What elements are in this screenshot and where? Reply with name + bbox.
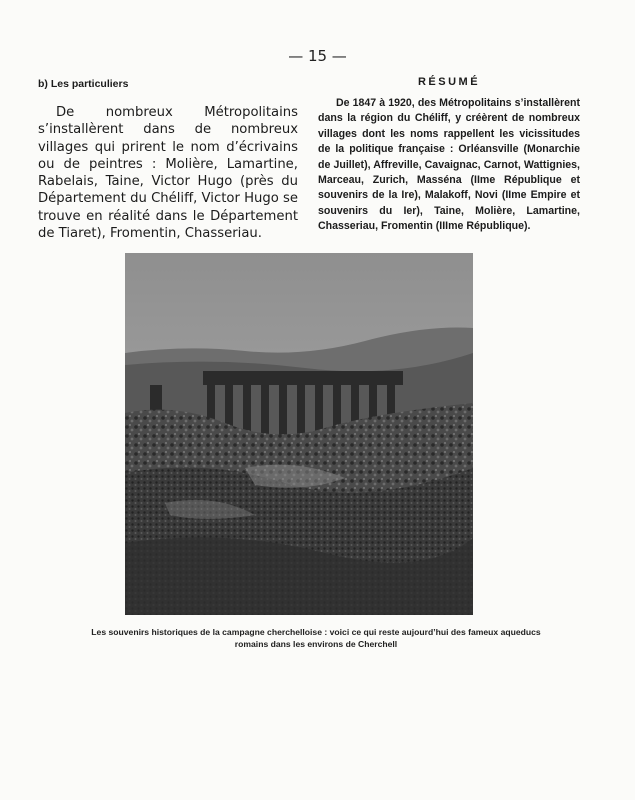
photo-caption	[60, 626, 572, 650]
right-column	[318, 76, 580, 235]
aqueduct-photograph	[125, 253, 473, 615]
caption-line-1: Les souvenirs historiques de la campagne cherchelloise : voici ce qui reste aujourd’hui des fameux aqueducs	[91, 627, 541, 637]
section-heading: b) Les particuliers	[38, 78, 129, 90]
resume-title: RÉSUMÉ	[417, 76, 481, 88]
photo-graphic	[125, 253, 473, 615]
resume-paragraph: De 1847 à 1920, des Métropolitains s’installèrent dans la région du Chéliff, y créèrent de nombreux villages dont les noms rappellent les vicissitudes de la politique française : Orléansville (Monarchie de Juillet), Affreville, Cavaignac, Carnot, Wattignies, Marceau, Zurich, Masséna (IIme République et souvenirs de la Ire), Malakoff, Novi (IIme Empire et souvenirs du Ier), Taine, Molière, Lamartine, Chasseriau, Fromentin (IIIme République).	[318, 97, 580, 233]
body-paragraph: De nombreux Métropolitains s’installèrent dans de nombreux villages qui prirent le nom d’écrivains ou de peintres : Molière, Lamartine, Rabelais, Taine, Victor Hugo (près du Département du Chéliff, Victor Hugo se trouve en réalité dans le Département de Tiaret), Fromentin, Chasseriau.	[38, 105, 298, 242]
left-column	[38, 78, 298, 242]
page-number: — 15 —	[288, 47, 347, 65]
caption-line-2: romains dans les environs de Cherchell	[234, 639, 398, 649]
